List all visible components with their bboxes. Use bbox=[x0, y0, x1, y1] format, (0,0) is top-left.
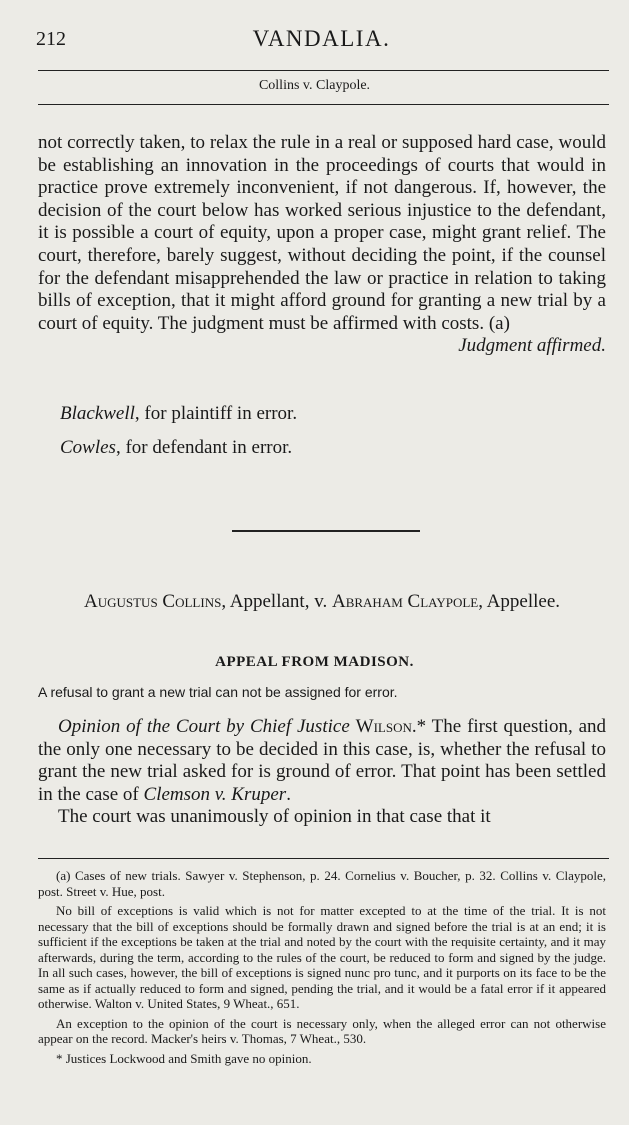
section-divider bbox=[232, 530, 420, 532]
footnotes bbox=[38, 868, 606, 1070]
opinion-intro: Opinion of the Court by Chief Justice bbox=[58, 716, 350, 737]
syllabus: A refusal to grant a new trial can not be assigned for error. bbox=[38, 684, 398, 700]
opinion-paragraph-1: Opinion of the Court by Chief Justice Wilson.* The first question, and the only one necessary to be decided in this case, is, whether the refusal to grant the new trial asked for is ground of error. That point has been settled in the case of Clemson v. Kruper. bbox=[38, 716, 607, 805]
case-title: Collins v. Claypole. bbox=[258, 78, 371, 93]
continuation-text bbox=[38, 132, 606, 358]
continuation-paragraph: not correctly taken, to relax the rule in a real or supposed hard case, would be establishing an innovation in the proceedings of courts that would in practice prove extremely inconvenient, if not dangerous. If, however, the decision of the court below has worked serious injustice to the defendant, it is possible a court of equity, upon a proper case, might grant relief. The court, therefore, barely suggest, without deciding the point, if the counsel for the defendant misapprehended the law or practice in relation to taking bills of exception, that it might afford ground for granting a new trial by a court of equity. The judgment must be affirmed with costs. (a) bbox=[38, 132, 606, 334]
footnote-exception: An exception to the opinion of the court is necessary only, when the alleged error can not otherwise appear on the record. Macker's heirs v. Thomas, 7 Wheat., 530. bbox=[38, 1015, 606, 1046]
counsel-role: , for plaintiff in error. bbox=[134, 403, 298, 424]
opinion-paragraph-2: The court was unanimously of opinion in that case that it bbox=[58, 806, 491, 828]
counsel-plaintiff bbox=[60, 403, 297, 425]
opinion-p1-text: .* The first question, and the only one necessary to be decided in this case, is, whether the refusal to grant the new trial asked for is ground of error. That point has been settled in the case of bbox=[38, 716, 607, 805]
page-header bbox=[36, 22, 607, 54]
page-number: 212 bbox=[36, 28, 66, 50]
counsel-name: Blackwell bbox=[60, 403, 135, 424]
opinion-text bbox=[38, 716, 606, 829]
counsel-defendant bbox=[60, 437, 292, 459]
judgment-line: Judgment affirmed. bbox=[458, 335, 606, 357]
footnote-bill: No bill of exceptions is valid which is not for matter excepted to at the time of the trial. It is not necessary that the bill of exceptions should be formally drawn and signed before the trial is at an end; it is sufficient if the exceptions be taken at the trial and noted by the court with the requisite certainty, and it may afterwards, during the term, according to the rules of the court, be reduced to form and signed by the judge. In all such cases, however, the bill of exceptions is signed nunc pro tunc, and it purports on its face to be the same as if actually reduced to form and signed, pending the trial, and it would be a fatal error if it appeared otherwise. Walton v. United States, 9 Wheat., 651. bbox=[38, 903, 606, 1011]
footnote-a: (a) Cases of new trials. Sawyer v. Stephenson, p. 24. Cornelius v. Boucher, p. 32. Collins v. Claypole, post. Street v. Hue, post. bbox=[38, 868, 606, 899]
counsel-name: Cowles bbox=[60, 437, 116, 458]
running-title: VANDALIA. bbox=[252, 26, 391, 51]
appellant-name: Augustus Collins bbox=[84, 591, 222, 612]
case-parties bbox=[38, 590, 606, 614]
counsel-role: , for defendant in error. bbox=[115, 437, 293, 458]
justice-name: Wilson bbox=[355, 716, 412, 737]
footnote-rule bbox=[38, 858, 609, 859]
appellant-role: , Appellant, v. bbox=[221, 591, 332, 612]
appeal-heading: APPEAL FROM MADISON. bbox=[215, 654, 414, 670]
header-rule bbox=[38, 70, 609, 71]
case-title-rule bbox=[38, 104, 609, 105]
footnote-star: * Justices Lockwood and Smith gave no opinion. bbox=[56, 1050, 312, 1066]
appellee-role: , Appellee. bbox=[478, 591, 560, 612]
appellee-name: Abraham Claypole bbox=[331, 591, 479, 612]
case-citation: Clemson v. Kruper bbox=[143, 783, 287, 805]
